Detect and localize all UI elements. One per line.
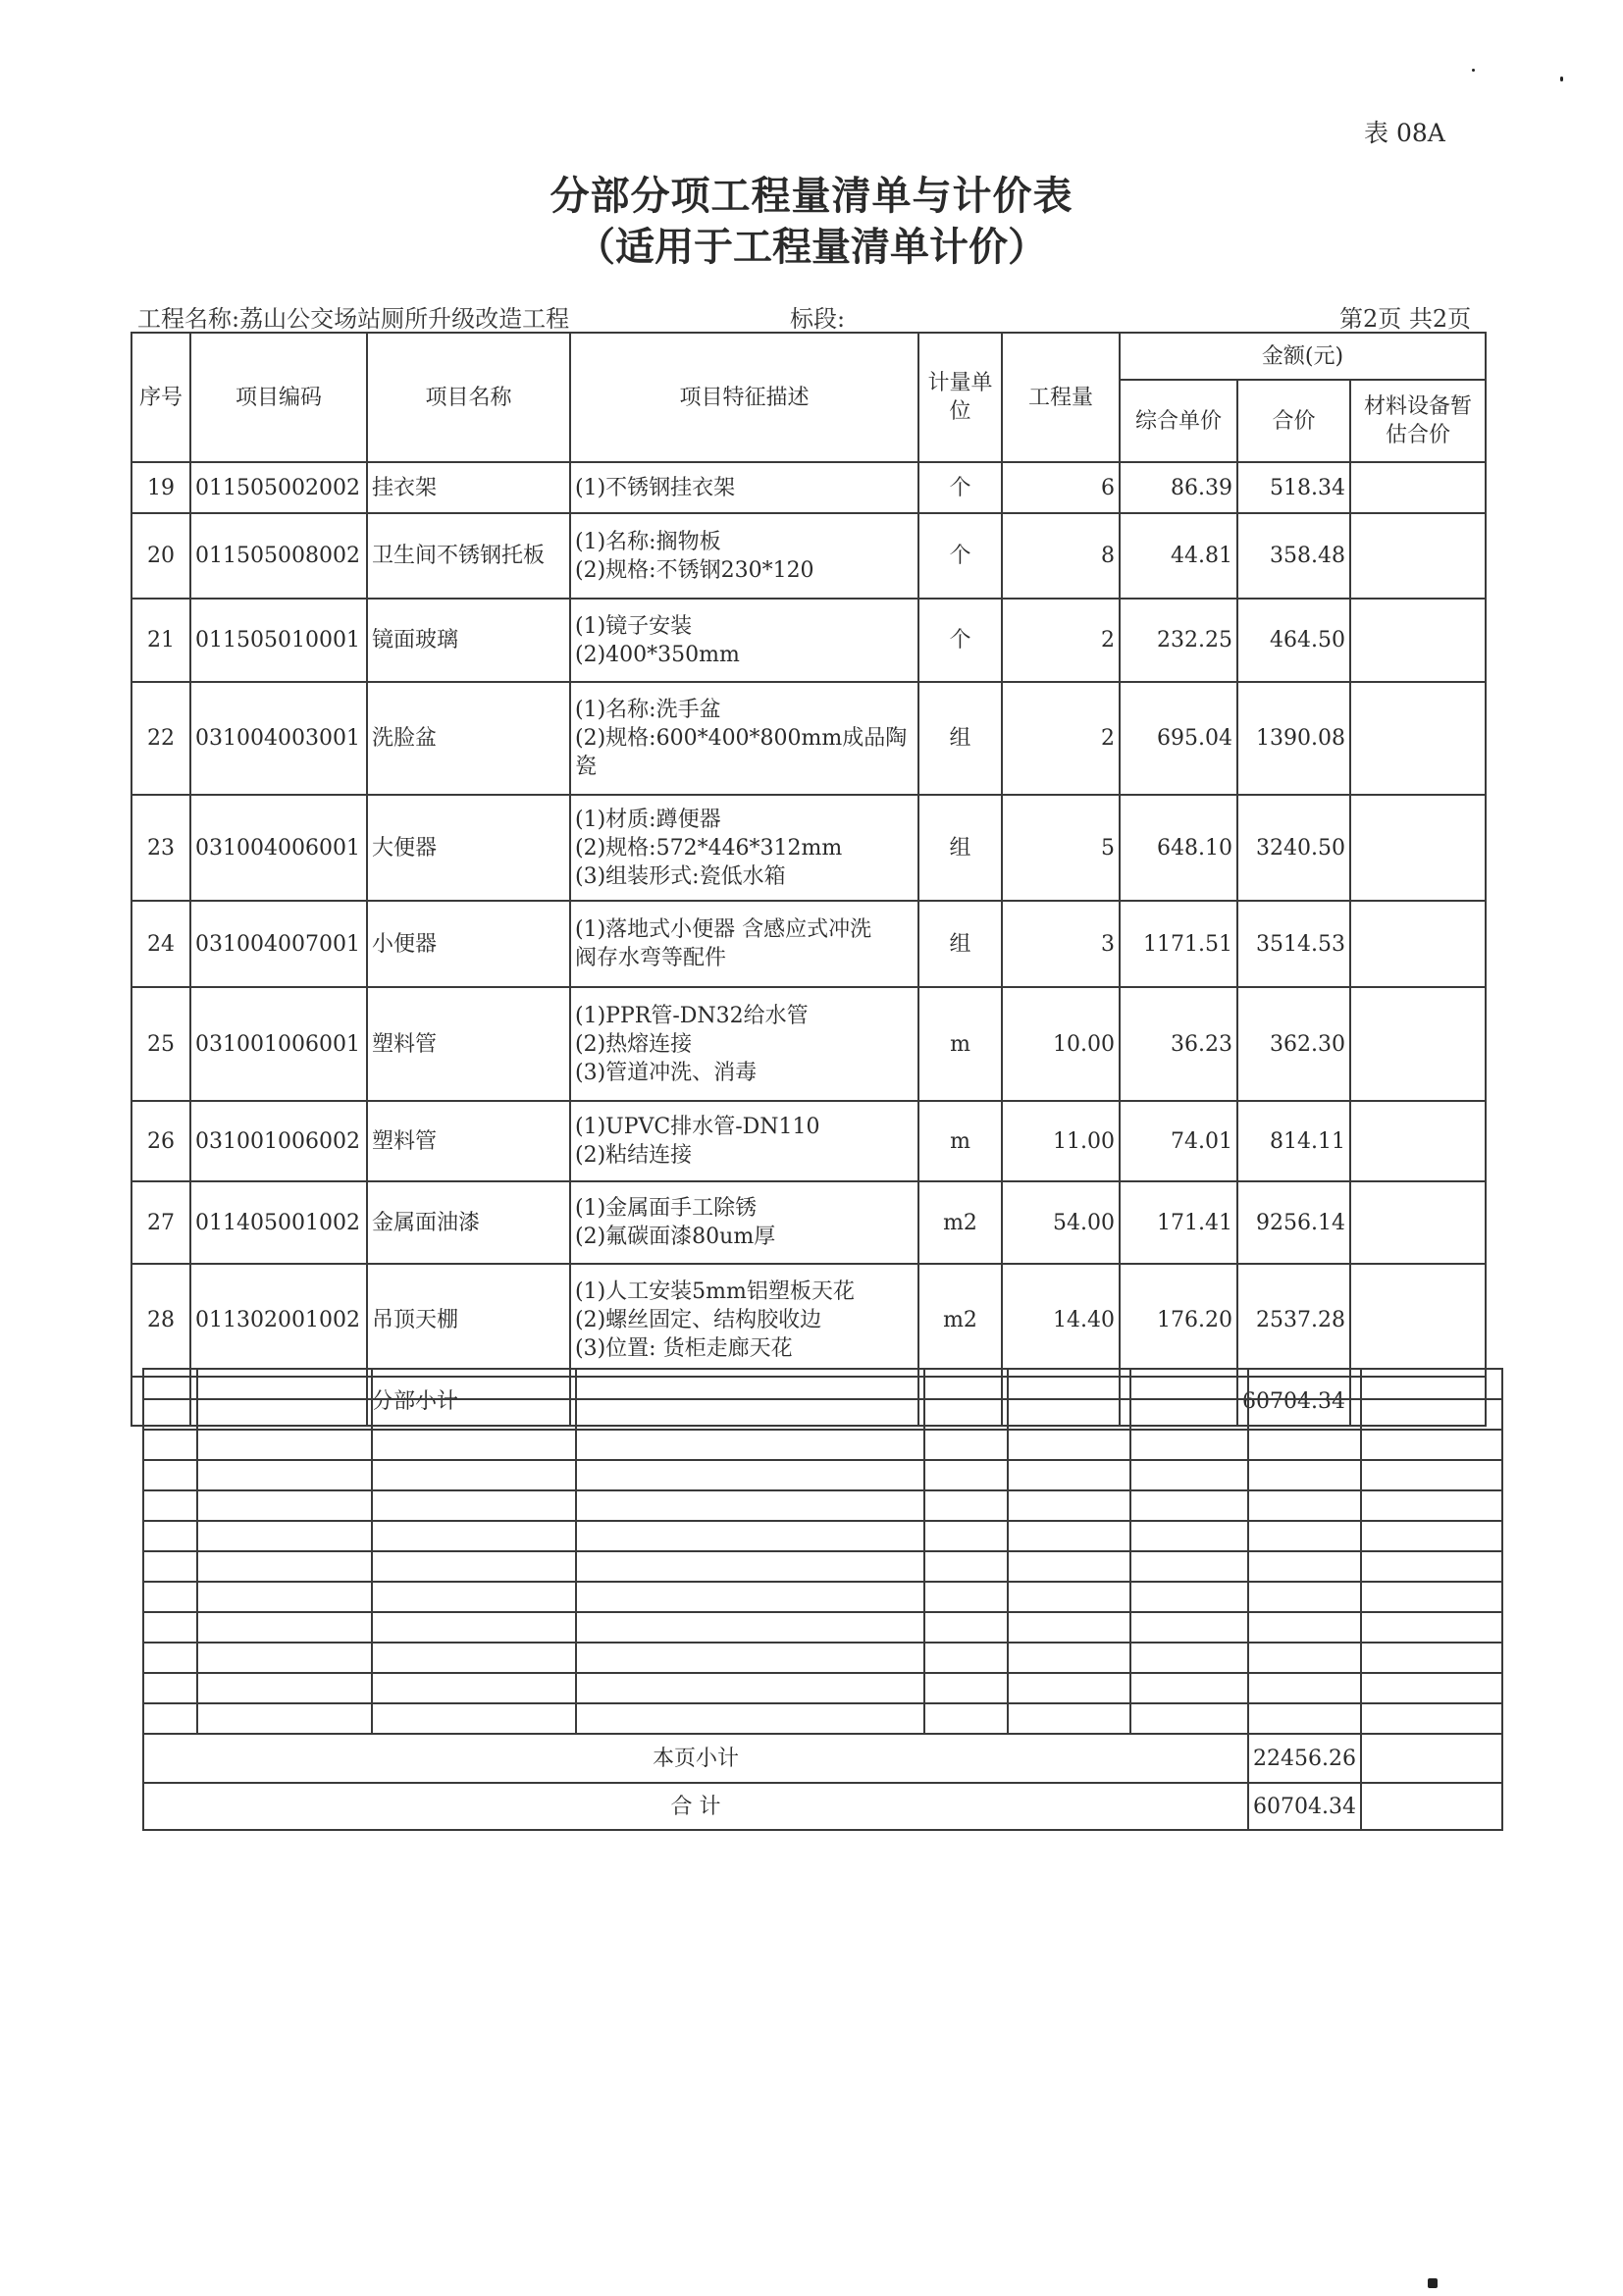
- row-estimate: [1350, 795, 1486, 901]
- row-desc: [570, 513, 918, 599]
- blank-row: [143, 1430, 1502, 1460]
- blank-cell: [197, 1673, 372, 1703]
- row-desc: [570, 599, 918, 682]
- blank-cell: [372, 1521, 576, 1551]
- row-seq: 25: [131, 987, 190, 1101]
- row-code: 011505002002: [190, 462, 367, 513]
- blank-body: [143, 1369, 1502, 1734]
- row-unit: 个: [918, 513, 1002, 599]
- blank-cell: [576, 1399, 924, 1430]
- row-qty: 2: [1002, 599, 1120, 682]
- blank-row: [143, 1643, 1502, 1673]
- subtotal-value: 60704.34: [1237, 1377, 1350, 1426]
- blank-cell: [1248, 1369, 1361, 1399]
- blank-cell: [372, 1369, 576, 1399]
- blank-cell: [1361, 1521, 1502, 1551]
- row-qty: 6: [1002, 462, 1120, 513]
- row-estimate: [1350, 513, 1486, 599]
- row-name: 塑料管: [367, 1101, 570, 1181]
- blank-cell: [197, 1430, 372, 1460]
- row-estimate: [1350, 682, 1486, 795]
- blank-cell: [1361, 1460, 1502, 1490]
- subtotal-label: 分部小计: [367, 1377, 570, 1426]
- header-seq: 序号: [131, 333, 190, 462]
- row-code: 011505010001: [190, 599, 367, 682]
- table-row: [131, 462, 1486, 513]
- table-row: [131, 1264, 1486, 1377]
- row-desc: [570, 901, 918, 987]
- blank-cell: [1248, 1643, 1361, 1673]
- blank-cell: [1130, 1490, 1248, 1521]
- blank-row: [143, 1399, 1502, 1430]
- blank-cell: [143, 1551, 197, 1582]
- blank-cell: [576, 1703, 924, 1734]
- blank-cell: [1248, 1612, 1361, 1643]
- blank-cell: [924, 1643, 1008, 1673]
- blank-cell: [1361, 1673, 1502, 1703]
- blank-cell: [372, 1703, 576, 1734]
- blank-cell: [1008, 1643, 1130, 1673]
- row-qty: 14.40: [1002, 1264, 1120, 1377]
- row-unit-price: 74.01: [1120, 1101, 1237, 1181]
- page-subtotal-label: 本页小计: [143, 1734, 1248, 1783]
- table-row: [131, 901, 1486, 987]
- blank-cell: [576, 1430, 924, 1460]
- blank-cell: [1130, 1399, 1248, 1430]
- blank-cell: [1361, 1399, 1502, 1430]
- blank-cell: [143, 1369, 197, 1399]
- blank-cell: [372, 1551, 576, 1582]
- blank-cell: [1008, 1582, 1130, 1612]
- row-desc-line: (1)UPVC排水管-DN110: [575, 1115, 820, 1139]
- row-qty: 3: [1002, 901, 1120, 987]
- row-code: 031001006002: [190, 1101, 367, 1181]
- row-seq: 23: [131, 795, 190, 901]
- blank-cell: [143, 1399, 197, 1430]
- blank-cell: [924, 1399, 1008, 1430]
- row-total: 9256.14: [1237, 1181, 1350, 1264]
- row-code: 011302001002: [190, 1264, 367, 1377]
- blank-cell: [1248, 1673, 1361, 1703]
- row-unit-price: 1171.51: [1120, 901, 1237, 987]
- blank-cell: [143, 1430, 197, 1460]
- blank-cell: [1361, 1369, 1502, 1399]
- header-amount: 金额(元): [1120, 333, 1486, 380]
- row-estimate: [1350, 987, 1486, 1101]
- row-qty: 11.00: [1002, 1101, 1120, 1181]
- row-total: 518.34: [1237, 462, 1350, 513]
- blank-cell: [1130, 1582, 1248, 1612]
- blank-cell: [924, 1612, 1008, 1643]
- row-estimate: [1350, 462, 1486, 513]
- row-estimate: [1350, 1264, 1486, 1377]
- grand-total-value: 60704.34: [1248, 1783, 1361, 1830]
- blank-cell: [576, 1673, 924, 1703]
- row-desc: [570, 987, 918, 1101]
- blank-cell: [197, 1582, 372, 1612]
- row-seq: 21: [131, 599, 190, 682]
- form-number: 表 08A: [1364, 119, 1445, 147]
- row-unit-price: 695.04: [1120, 682, 1237, 795]
- row-estimate: [1350, 901, 1486, 987]
- row-unit: 组: [918, 901, 1002, 987]
- blank-row: [143, 1551, 1502, 1582]
- rows-body: [131, 462, 1486, 1377]
- row-unit: 个: [918, 462, 1002, 513]
- page-title: 分部分项工程量清单与计价表: [550, 173, 1073, 219]
- row-desc: [570, 462, 918, 513]
- blank-cell: [197, 1369, 372, 1399]
- row-seq: 28: [131, 1264, 190, 1377]
- row-total: 3240.50: [1237, 795, 1350, 901]
- blank-cell: [1248, 1460, 1361, 1490]
- blank-cell: [1130, 1369, 1248, 1399]
- blank-cell: [1130, 1460, 1248, 1490]
- row-code: 031001006001: [190, 987, 367, 1101]
- section-label: 标段:: [790, 305, 846, 333]
- bill-table: [131, 332, 1487, 1427]
- blank-row: [143, 1612, 1502, 1643]
- row-code: 031004003001: [190, 682, 367, 795]
- blank-cell: [576, 1460, 924, 1490]
- blank-cell: [924, 1582, 1008, 1612]
- blank-cell: [143, 1460, 197, 1490]
- row-desc-line: 瓷: [575, 755, 598, 779]
- page-subtotal-row: [143, 1734, 1502, 1783]
- row-total: 2537.28: [1237, 1264, 1350, 1377]
- page-info: 第2页 共2页: [1339, 305, 1472, 333]
- row-name: 吊顶天棚: [367, 1264, 570, 1377]
- blank-cell: [1008, 1490, 1130, 1521]
- blank-cell: [1008, 1430, 1130, 1460]
- blank-cell: [1361, 1490, 1502, 1521]
- row-desc-line: (1)名称:洗手盆: [575, 698, 721, 722]
- blank-cell: [1361, 1430, 1502, 1460]
- table-row: [131, 1101, 1486, 1181]
- blank-cell: [1361, 1612, 1502, 1643]
- blank-cell: [576, 1551, 924, 1582]
- page-subtotal-value: 22456.26: [1248, 1734, 1361, 1783]
- header-code: 项目编码: [190, 333, 367, 462]
- row-desc-line: (2)规格:不锈钢230*120: [575, 557, 814, 583]
- row-desc-line: 阀存水弯等配件: [575, 946, 727, 970]
- row-estimate: [1350, 1101, 1486, 1181]
- row-unit-price: 86.39: [1120, 462, 1237, 513]
- row-seq: 20: [131, 513, 190, 599]
- row-total: 1390.08: [1237, 682, 1350, 795]
- blank-cell: [1361, 1643, 1502, 1673]
- row-desc-line: (3)管道冲洗、消毒: [575, 1060, 758, 1085]
- row-desc-line: (1)金属面手工除锈: [575, 1196, 758, 1221]
- blank-cell: [1130, 1430, 1248, 1460]
- row-qty: 5: [1002, 795, 1120, 901]
- row-unit: m: [918, 1101, 1002, 1181]
- row-qty: 54.00: [1002, 1181, 1120, 1264]
- blank-row: [143, 1703, 1502, 1734]
- row-unit-price: 176.20: [1120, 1264, 1237, 1377]
- blank-cell: [576, 1582, 924, 1612]
- blank-row: [143, 1673, 1502, 1703]
- project-name: 工程名称:荔山公交场站厕所升级改造工程: [137, 305, 570, 333]
- row-qty: 10.00: [1002, 987, 1120, 1101]
- table-row: [131, 1181, 1486, 1264]
- table-row: [131, 599, 1486, 682]
- blank-cell: [372, 1399, 576, 1430]
- row-desc-line: (2)400*350mm: [575, 642, 740, 667]
- blank-cell: [924, 1490, 1008, 1521]
- blank-cell: [197, 1399, 372, 1430]
- row-desc-line: (3)组装形式:瓷低水箱: [575, 863, 786, 889]
- blank-cell: [1361, 1551, 1502, 1582]
- blank-cell: [1130, 1521, 1248, 1551]
- blank-cell: [1248, 1551, 1361, 1582]
- row-qty: 2: [1002, 682, 1120, 795]
- row-desc-line: (2)热熔连接: [575, 1031, 693, 1057]
- blank-row: [143, 1490, 1502, 1521]
- row-desc-line: (1)镜子安装: [575, 613, 693, 639]
- blank-cell: [143, 1703, 197, 1734]
- header-unit: 计量单位: [918, 333, 1002, 462]
- row-unit-price: 232.25: [1120, 599, 1237, 682]
- scan-speck: [1472, 69, 1475, 72]
- table-row: [131, 987, 1486, 1101]
- header-unit-price: 综合单价: [1120, 380, 1237, 462]
- blank-cell: [1248, 1399, 1361, 1430]
- row-desc-line: (1)PPR管-DN32给水管: [575, 1003, 809, 1028]
- row-unit-price: 44.81: [1120, 513, 1237, 599]
- row-unit-price: 648.10: [1120, 795, 1237, 901]
- blank-cell: [372, 1430, 576, 1460]
- row-seq: 24: [131, 901, 190, 987]
- row-name: 挂衣架: [367, 462, 570, 513]
- row-desc: [570, 795, 918, 901]
- row-unit: 组: [918, 795, 1002, 901]
- row-name: 金属面油漆: [367, 1181, 570, 1264]
- blank-row: [143, 1582, 1502, 1612]
- blank-cell: [924, 1673, 1008, 1703]
- row-seq: 19: [131, 462, 190, 513]
- row-unit-price: 36.23: [1120, 987, 1237, 1101]
- blank-cell: [576, 1369, 924, 1399]
- row-unit: 个: [918, 599, 1002, 682]
- blank-cell: [1248, 1582, 1361, 1612]
- row-estimate: [1350, 1181, 1486, 1264]
- blank-cell: [197, 1521, 372, 1551]
- blank-cell: [197, 1643, 372, 1673]
- blank-cell: [197, 1703, 372, 1734]
- page-subtitle: （适用于工程量清单计价）: [576, 224, 1047, 270]
- blank-cell: [576, 1490, 924, 1521]
- blank-cell: [143, 1490, 197, 1521]
- row-desc-line: (1)落地式小便器 含感应式冲洗: [575, 917, 872, 942]
- blank-cell: [1008, 1460, 1130, 1490]
- blank-cell: [924, 1430, 1008, 1460]
- blank-row: [143, 1460, 1502, 1490]
- grand-total-empty: [1361, 1783, 1502, 1830]
- blank-cell: [576, 1521, 924, 1551]
- row-desc-line: (2)规格:600*400*800mm成品陶: [575, 726, 908, 751]
- row-desc-line: (1)人工安装5mm铝塑板天花: [575, 1279, 855, 1304]
- blank-cell: [576, 1612, 924, 1643]
- blank-cell: [1008, 1612, 1130, 1643]
- scan-speck: [1428, 2278, 1438, 2288]
- row-code: 011405001002: [190, 1181, 367, 1264]
- row-desc-line: (1)名称:搁物板: [575, 529, 721, 554]
- blank-cell: [197, 1490, 372, 1521]
- blank-cell: [197, 1551, 372, 1582]
- row-code: 011505008002: [190, 513, 367, 599]
- blank-cell: [1130, 1551, 1248, 1582]
- row-desc: [570, 1101, 918, 1181]
- blank-cell: [143, 1673, 197, 1703]
- blank-rows-table: [142, 1368, 1503, 1831]
- row-code: 031004006001: [190, 795, 367, 901]
- blank-cell: [1008, 1703, 1130, 1734]
- row-name: 卫生间不锈钢托板: [367, 513, 570, 599]
- row-unit: m2: [918, 1181, 1002, 1264]
- blank-cell: [1008, 1673, 1130, 1703]
- blank-cell: [924, 1369, 1008, 1399]
- row-desc: [570, 1264, 918, 1377]
- scan-speck: [1560, 77, 1563, 81]
- grand-total-label: 合 计: [143, 1783, 1248, 1830]
- blank-cell: [924, 1521, 1008, 1551]
- row-seq: 27: [131, 1181, 190, 1264]
- blank-cell: [372, 1643, 576, 1673]
- row-desc: [570, 1181, 918, 1264]
- header-total: 合价: [1237, 380, 1350, 462]
- blank-cell: [1248, 1521, 1361, 1551]
- row-desc-line: (2)氟碳面漆80um厚: [575, 1225, 776, 1249]
- row-code: 031004007001: [190, 901, 367, 987]
- blank-cell: [1008, 1551, 1130, 1582]
- blank-cell: [924, 1551, 1008, 1582]
- blank-cell: [924, 1460, 1008, 1490]
- blank-cell: [372, 1460, 576, 1490]
- blank-cell: [1008, 1521, 1130, 1551]
- blank-cell: [576, 1643, 924, 1673]
- row-unit-price: 171.41: [1120, 1181, 1237, 1264]
- row-total: 814.11: [1237, 1101, 1350, 1181]
- blank-cell: [1008, 1369, 1130, 1399]
- blank-cell: [1248, 1490, 1361, 1521]
- header-name: 项目名称: [367, 333, 570, 462]
- row-desc-line: (1)不锈钢挂衣架: [575, 475, 736, 500]
- table-row: [131, 513, 1486, 599]
- blank-cell: [143, 1612, 197, 1643]
- blank-cell: [1248, 1703, 1361, 1734]
- row-total: 3514.53: [1237, 901, 1350, 987]
- row-name: 镜面玻璃: [367, 599, 570, 682]
- row-unit: m: [918, 987, 1002, 1101]
- blank-cell: [372, 1490, 576, 1521]
- header-qty: 工程量: [1002, 333, 1120, 462]
- blank-cell: [372, 1612, 576, 1643]
- row-name: 洗脸盆: [367, 682, 570, 795]
- row-name: 大便器: [367, 795, 570, 901]
- blank-cell: [1008, 1399, 1130, 1430]
- blank-cell: [143, 1643, 197, 1673]
- table-row: [131, 682, 1486, 795]
- row-unit: m2: [918, 1264, 1002, 1377]
- blank-cell: [1248, 1430, 1361, 1460]
- blank-cell: [1361, 1703, 1502, 1734]
- blank-row: [143, 1369, 1502, 1399]
- table-row: [131, 795, 1486, 901]
- blank-cell: [372, 1673, 576, 1703]
- header-row: [131, 333, 1486, 380]
- row-total: 358.48: [1237, 513, 1350, 599]
- row-unit: 组: [918, 682, 1002, 795]
- row-desc-line: (2)粘结连接: [575, 1143, 693, 1168]
- row-seq: 22: [131, 682, 190, 795]
- blank-cell: [143, 1521, 197, 1551]
- row-desc-line: (2)螺丝固定、结构胶收边: [575, 1308, 822, 1332]
- blank-cell: [1130, 1673, 1248, 1703]
- blank-cell: [1361, 1582, 1502, 1612]
- page-subtotal-empty: [1361, 1734, 1502, 1783]
- blank-cell: [1130, 1703, 1248, 1734]
- row-desc-line: (2)规格:572*446*312mm: [575, 835, 843, 861]
- header-desc: 项目特征描述: [570, 333, 918, 462]
- blank-cell: [372, 1582, 576, 1612]
- blank-cell: [924, 1703, 1008, 1734]
- blank-cell: [143, 1582, 197, 1612]
- blank-row: [143, 1521, 1502, 1551]
- row-desc: [570, 682, 918, 795]
- blank-cell: [197, 1460, 372, 1490]
- row-estimate: [1350, 599, 1486, 682]
- row-desc-line: (1)材质:蹲便器: [575, 807, 721, 832]
- row-total: 464.50: [1237, 599, 1350, 682]
- row-seq: 26: [131, 1101, 190, 1181]
- row-total: 362.30: [1237, 987, 1350, 1101]
- row-name: 塑料管: [367, 987, 570, 1101]
- blank-cell: [197, 1612, 372, 1643]
- header-estimate: 材料设备暂估合价: [1350, 380, 1486, 462]
- blank-cell: [1130, 1643, 1248, 1673]
- row-desc-line: (3)位置: 货柜走廊天花: [575, 1336, 793, 1361]
- row-name: 小便器: [367, 901, 570, 987]
- blank-cell: [1130, 1612, 1248, 1643]
- grand-total-row: [143, 1783, 1502, 1830]
- row-qty: 8: [1002, 513, 1120, 599]
